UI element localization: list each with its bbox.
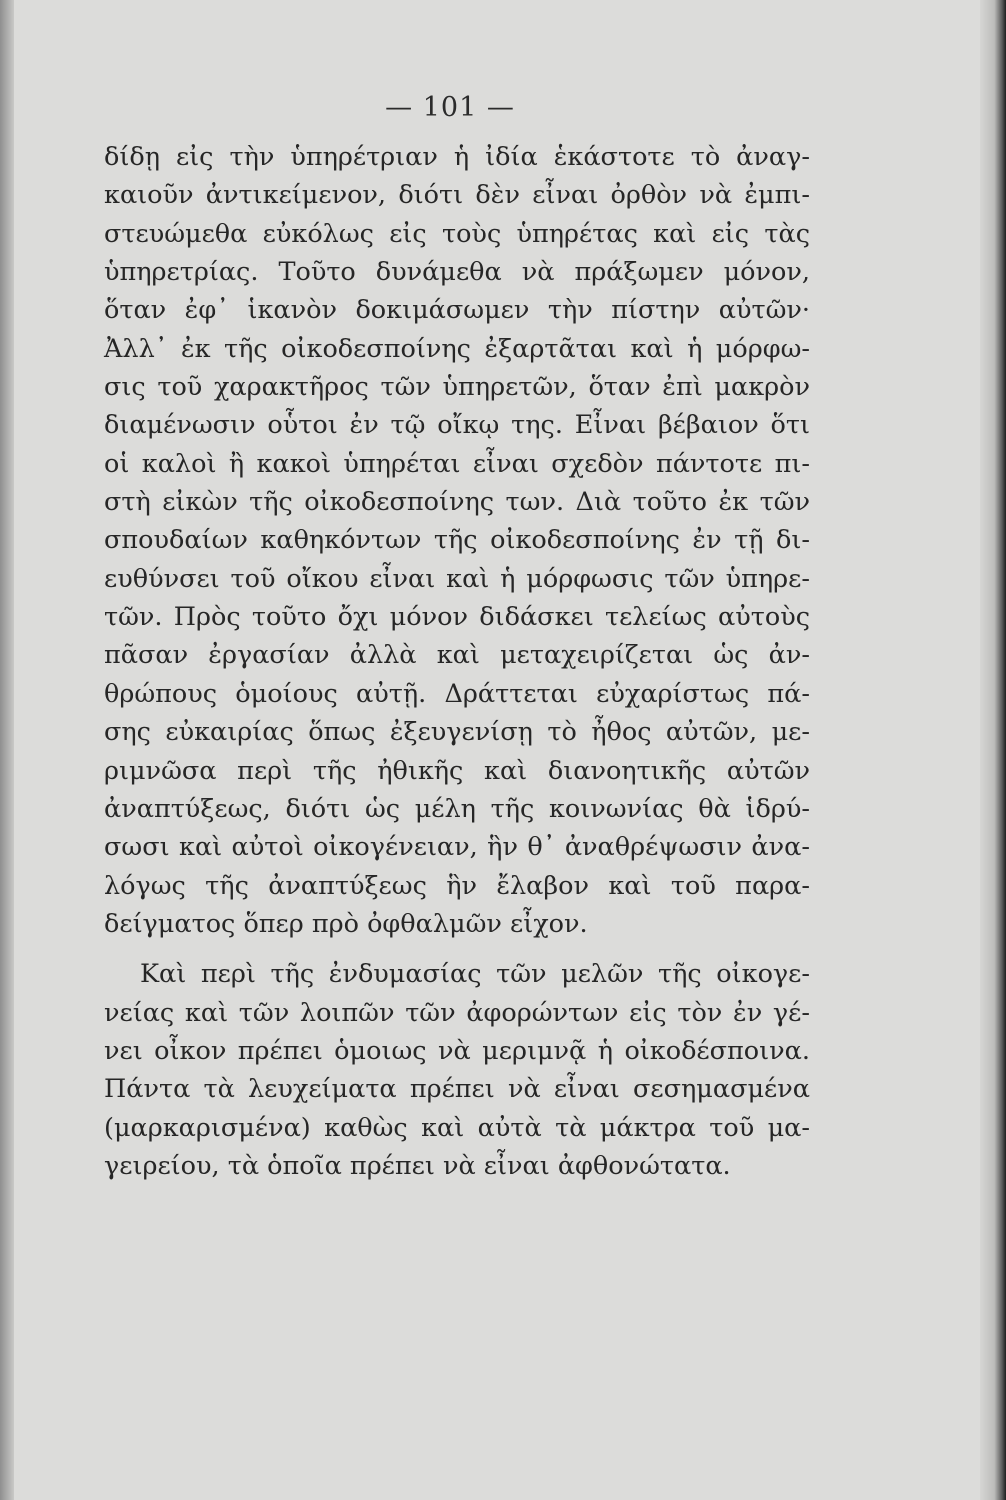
text-line: στὴ εἰκὼν τῆς οἰκοδεσποίνης των. Διὰ τοῦτο ἐκ τῶν	[104, 487, 810, 518]
text-line: ἀναπτύξεως, διότι ὡς μέλη τῆς κοινωνίας θὰ ἱδρύ-	[104, 793, 810, 824]
text-line: ὑπηρετρίας. Τοῦτο δυνάμεθα νὰ πράξωμεν μόνον,	[104, 257, 810, 288]
text-line: (μαρκαρισμένα) καθὼς καὶ αὐτὰ τὰ μάκτρα τοῦ μα-	[104, 1112, 810, 1143]
text-line: σης εὐκαιρίας ὅπως ἐξευγενίσῃ τὸ ἦθος αὐτῶν, με-	[104, 717, 810, 748]
text-line: πᾶσαν ἐργασίαν ἀλλὰ καὶ μεταχειρίζεται ὡς ἀν-	[104, 640, 810, 671]
page-number: — 101 —	[385, 92, 515, 123]
text-line: ριμνῶσα περὶ τῆς ἠθικῆς καὶ διανοητικῆς αὐτῶν	[104, 755, 810, 786]
text-line: λόγως τῆς ἀναπτύξεως ἣν ἔλαβον καὶ τοῦ παρα-	[104, 870, 810, 901]
paragraph-1	[104, 138, 810, 943]
text-line: σπουδαίων καθηκόντων τῆς οἰκοδεσποίνης ἐν τῇ δι-	[104, 525, 810, 556]
text-line: ὅταν ἐφ᾿ ἱκανὸν δοκιμάσωμεν τὴν πίστην αὐτῶν·	[104, 295, 810, 326]
text-line: σωσι καὶ αὐτοὶ οἰκογένειαν, ἣν θ᾿ ἀναθρέψωσιν ἀνα-	[104, 832, 810, 863]
text-line: γειρείου, τὰ ὁποῖα πρέπει νὰ εἶναι ἀφθονώτατα.	[104, 1150, 731, 1181]
text-line: καιοῦν ἀντικείμενον, διότι δὲν εἶναι ὀρθὸν νὰ ἐμπι-	[104, 180, 810, 211]
right-binding-gutter	[980, 0, 1006, 1500]
body-text	[104, 138, 810, 1185]
text-line: θρώπους ὁμοίους αὐτῇ. Δράττεται εὐχαρίστως πά-	[104, 678, 810, 709]
paragraph-gap	[104, 943, 810, 955]
text-line: νει οἶκον πρέπει ὁμοιως νὰ μεριμνᾷ ἡ οἰκοδέσποινα.	[104, 1035, 810, 1066]
text-line: διαμένωσιν οὗτοι ἐν τῷ οἴκῳ της. Εἶναι βέβαιον ὅτι	[104, 410, 810, 441]
text-line: Καὶ περὶ τῆς ἐνδυμασίας τῶν μελῶν τῆς οἰκογε-	[140, 959, 810, 990]
text-line: ευθύνσει τοῦ οἴκου εἶναι καὶ ἡ μόρφωσις τῶν ὑπηρε-	[104, 563, 810, 594]
text-line: δείγματος ὅπερ πρὸ ὀφθαλμῶν εἶχον.	[104, 908, 588, 939]
text-line: τῶν. Πρὸς τοῦτο ὄχι μόνον διδάσκει τελείως αὐτοὺς	[104, 602, 810, 633]
text-line: Ἀλλ᾿ ἐκ τῆς οἰκοδεσποίνης ἐξαρτᾶται καὶ ἡ μόρφω-	[104, 333, 810, 364]
paragraph-2	[104, 955, 810, 1185]
text-line: οἱ καλοὶ ἢ κακοὶ ὑπηρέται εἶναι σχεδὸν πάντοτε πι-	[104, 448, 810, 479]
text-line: στευώμεθα εὐκόλως εἰς τοὺς ὑπηρέτας καὶ εἰς τὰς	[104, 218, 810, 249]
text-line: σις τοῦ χαρακτῆρος τῶν ὑπηρετῶν, ὅταν ἐπὶ μακρὸν	[104, 372, 810, 403]
text-line: δίδῃ εἰς τὴν ὑπηρέτριαν ἡ ἰδία ἑκάστοτε τὸ ἀναγ-	[104, 142, 810, 172]
text-line: Πάντα τὰ λευχείματα πρέπει νὰ εἶναι σεσημασμένα	[104, 1074, 810, 1105]
text-line: νείας καὶ τῶν λοιπῶν τῶν ἀφορώντων εἰς τὸν ἐν γέ-	[104, 997, 810, 1028]
left-page-edge-shadow	[0, 0, 14, 1500]
